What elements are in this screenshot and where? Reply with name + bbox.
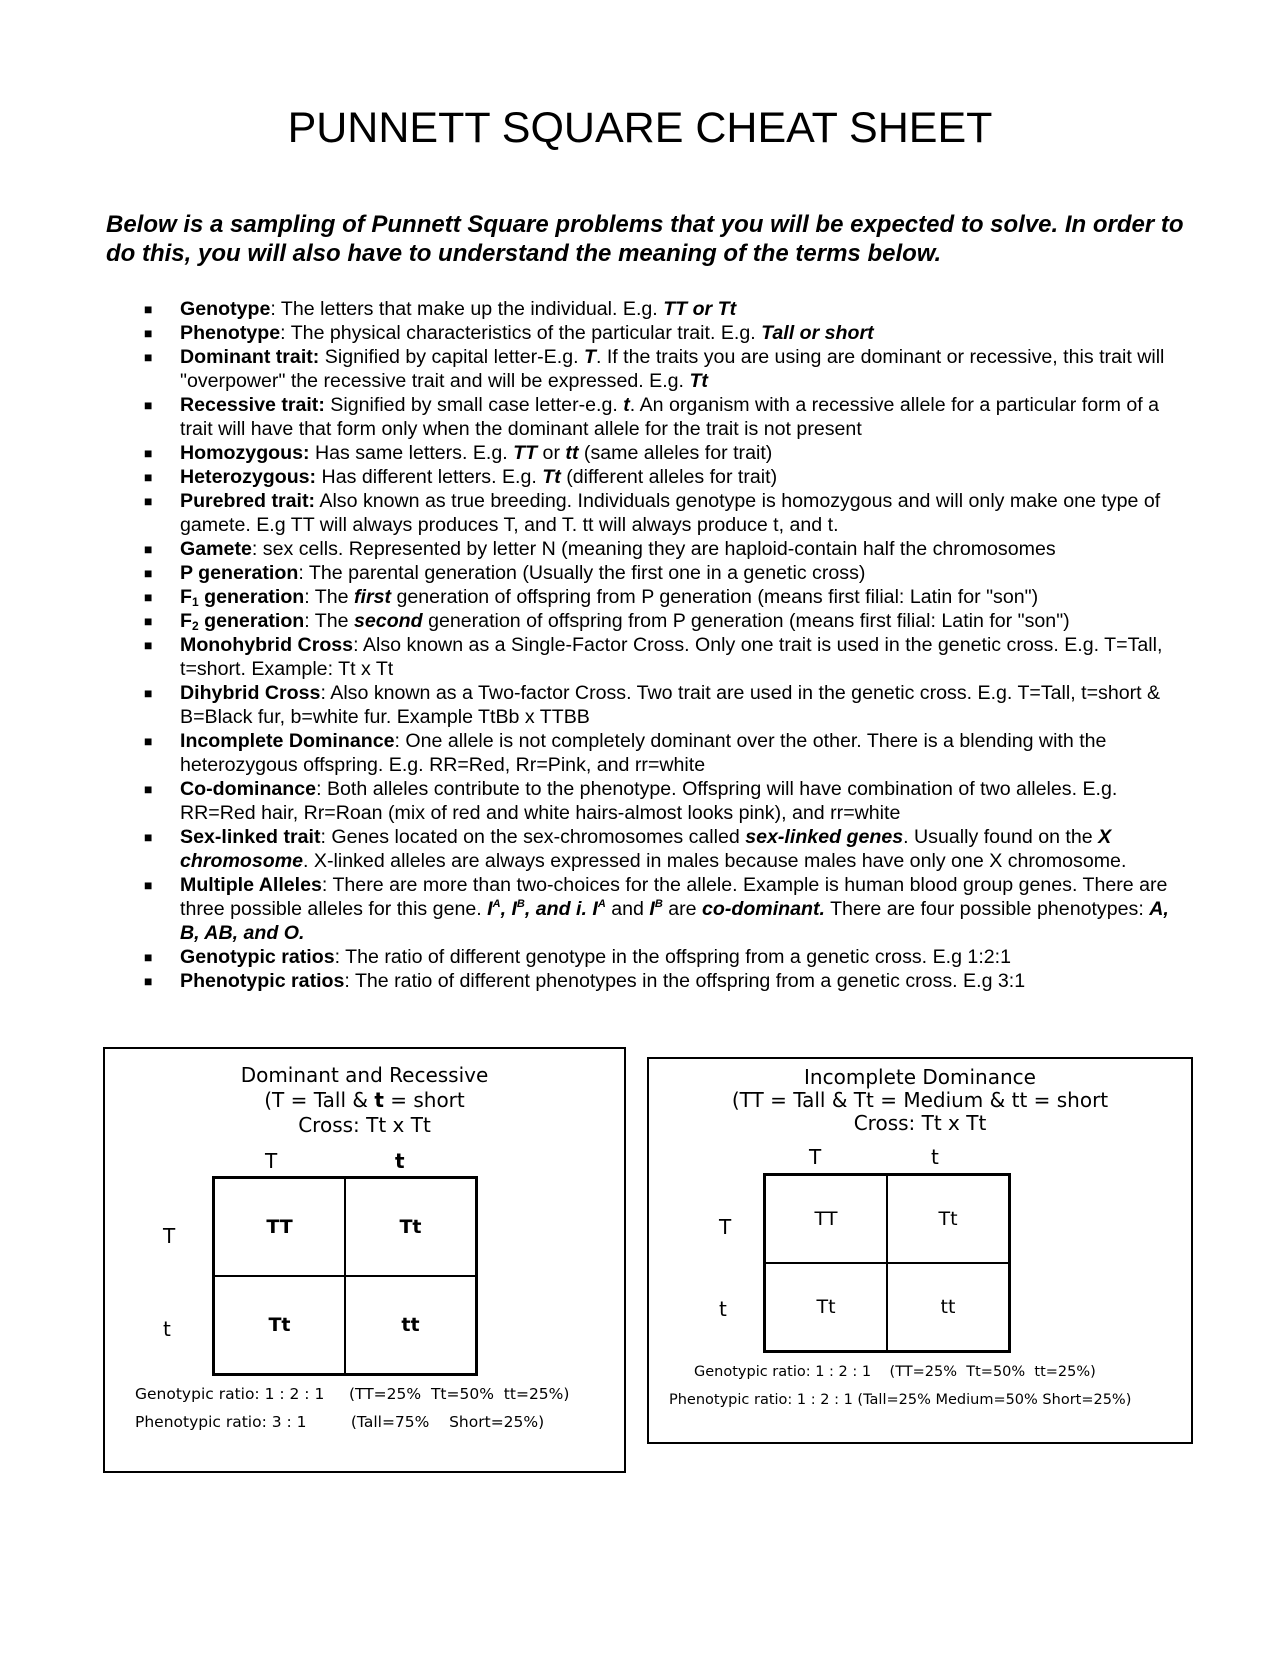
- terms-list: [0, 297, 1280, 993]
- punnett-cell: TT: [765, 1175, 887, 1263]
- term-definition: Also known as true breeding. Individuals genotype is homozygous and will only make one type of gamete. E.g TT will always produces T, and T. tt will always produce t, and t.: [180, 490, 1161, 536]
- term-definition: : One allele is not completely dominant over the other. There is a blending with the heterozygous offspring. E.g. RR=Red, Rr=Pink, and rr=white: [180, 730, 1107, 776]
- allele-superscript: A: [492, 898, 501, 910]
- term-definition: are: [662, 898, 702, 920]
- term-definition: : Also known as a Two-factor Cross. Two trait are used in the genetic cross. E.g. T=Tall, t=short & B=Black fur, b=white fur. Example TtBb x TTBB: [180, 682, 1161, 728]
- dominant-recessive-box: [103, 1047, 626, 1473]
- term-definition: . If the traits you are using are dominant or recessive, this trait will "overpower" the recessive trait and will be expressed. E.g.: [180, 346, 1165, 392]
- box-subtitle-part: = short: [383, 1088, 465, 1112]
- term-example: Tall or short: [761, 322, 874, 344]
- bullet-icon: ■: [144, 877, 153, 893]
- term-label-part: F: [180, 586, 192, 608]
- term-label: Dominant trait:: [180, 346, 320, 368]
- term-example: tt: [565, 442, 579, 464]
- list-item: [0, 609, 1170, 633]
- bullet-icon: ■: [144, 397, 153, 413]
- column-label: T: [265, 1149, 278, 1173]
- list-item: [0, 585, 1170, 609]
- page-title: PUNNETT SQUARE CHEAT SHEET: [287, 104, 993, 152]
- term-label: Purebred trait:: [180, 490, 316, 512]
- term-definition: : Also known as a Single-Factor Cross. Only one trait is used in the genetic cross. E.g. T=Tall, t=short. Example: Tt x Tt: [180, 634, 1163, 680]
- term-label: Genotypic ratios: [180, 946, 335, 968]
- term-definition: (same alleles for trait): [578, 442, 773, 464]
- genotypic-ratio: Genotypic ratio: 1 : 2 : 1 (TT=25% Tt=50% tt=25%): [135, 1385, 570, 1403]
- term-definition: . An organism with a recessive allele for a particular form of a trait will have that form only when the dominant allele for the trait is not present: [180, 394, 1160, 440]
- bullet-icon: ■: [144, 685, 153, 701]
- list-item: [0, 537, 1170, 561]
- term-label: Sex-linked trait: [180, 826, 321, 848]
- term-label: Dihybrid Cross: [180, 682, 321, 704]
- list-item: [0, 561, 1170, 585]
- allele-symbol: I: [649, 898, 655, 920]
- bullet-icon: ■: [144, 493, 153, 509]
- term-label: [180, 586, 304, 608]
- bullet-icon: ■: [144, 349, 153, 365]
- term-subscript: 2: [191, 619, 199, 633]
- term-definition: There are four possible phenotypes:: [824, 898, 1150, 920]
- bullet-icon: ■: [144, 973, 153, 989]
- box-subtitle: [105, 1088, 624, 1113]
- bullet-icon: ■: [144, 637, 153, 653]
- allele-separator: , and i.: [524, 898, 593, 920]
- term-definition: (different alleles for trait): [560, 466, 778, 488]
- term-example: TT: [513, 442, 538, 464]
- term-definition: : Genes located on the sex-chromosomes called: [320, 826, 746, 848]
- term-example: A, B, AB, and O.: [180, 898, 1169, 944]
- column-label: T: [809, 1145, 822, 1169]
- punnett-cell: TT: [214, 1178, 345, 1276]
- list-item: [0, 297, 1170, 321]
- term-definition: : The letters that make up the individual. E.g.: [270, 298, 664, 320]
- term-label: Gamete: [180, 538, 252, 560]
- allele-symbol: I: [511, 898, 517, 920]
- punnett-cell: Tt: [214, 1276, 345, 1374]
- term-definition: . X-linked alleles are always expressed in males because males have only one X chromosome.: [303, 850, 1127, 872]
- term-definition: Signified by capital letter-E.g.: [319, 346, 584, 368]
- term-definition: : sex cells. Represented by letter N (meaning they are haploid-contain half the chromosomes: [251, 538, 1056, 560]
- bullet-icon: ■: [144, 949, 153, 965]
- term-label: Monohybrid Cross: [180, 634, 354, 656]
- punnett-grid: [763, 1173, 1011, 1353]
- term-label: [180, 610, 304, 632]
- term-subscript: 1: [191, 595, 199, 609]
- term-label: Heterozygous:: [180, 466, 317, 488]
- intro-paragraph: Below is a sampling of Punnett Square problems that you will be expected to solve. In order to do this, you will also have to understand the meaning of the terms below.: [106, 211, 1184, 267]
- allele-superscript: B: [654, 898, 663, 910]
- term-label-part: F: [180, 610, 192, 632]
- row-label: t: [719, 1297, 727, 1321]
- term-definition: Has different letters. E.g.: [316, 466, 543, 488]
- list-item: [0, 321, 1170, 345]
- bullet-icon: ■: [144, 541, 153, 557]
- box-cross: Cross: Tt x Tt: [853, 1111, 987, 1135]
- bullet-icon: ■: [144, 589, 153, 605]
- box-title: Dominant and Recessive: [240, 1063, 489, 1087]
- genotypic-ratio: Genotypic ratio: 1 : 2 : 1 (TT=25% Tt=50% tt=25%): [694, 1364, 1096, 1380]
- box-subtitle-part: (T = Tall &: [264, 1088, 375, 1112]
- bullet-icon: ■: [144, 613, 153, 629]
- term-label: Phenotypic ratios: [180, 970, 345, 992]
- term-label: Co-dominance: [180, 778, 317, 800]
- term-definition: : The ratio of different phenotypes in the offspring from a genetic cross. E.g 3:1: [344, 970, 1026, 992]
- list-item: [0, 633, 1170, 681]
- list-item: [0, 489, 1170, 537]
- term-example: T: [583, 346, 596, 368]
- term-example: TT or Tt: [663, 298, 737, 320]
- row-label: T: [719, 1215, 732, 1239]
- term-label: Genotype: [180, 298, 271, 320]
- allele-symbol: I: [487, 898, 493, 920]
- term-label-part: generation: [198, 586, 305, 608]
- term-definition: generation of offspring from P generation (means first filial: Latin for "son"): [391, 586, 1039, 608]
- box-subtitle-part: t: [374, 1088, 384, 1112]
- punnett-cell: tt: [345, 1276, 476, 1374]
- bullet-icon: ■: [144, 325, 153, 341]
- list-item: [0, 729, 1170, 777]
- term-label: Incomplete Dominance: [180, 730, 395, 752]
- term-definition: : The ratio of different genotype in the offspring from a genetic cross. E.g 1:2:1: [334, 946, 1011, 968]
- term-example: Tt: [542, 466, 561, 488]
- column-label: t: [931, 1145, 939, 1169]
- term-label: Recessive trait:: [180, 394, 325, 416]
- phenotypic-ratio: Phenotypic ratio: 1 : 2 : 1 (Tall=25% Medium=50% Short=25%): [669, 1392, 1132, 1408]
- list-item: [0, 393, 1170, 441]
- term-label: Phenotype: [180, 322, 281, 344]
- term-definition: or: [537, 442, 566, 464]
- box-subtitle: (TT = Tall & Tt = Medium & tt = short: [731, 1088, 1109, 1112]
- list-item: [0, 873, 1170, 945]
- term-definition: : Both alleles contribute to the phenotype. Offspring will have combination of two alleles. E.g. RR=Red hair, Rr=Roan (mix of red and white hairs-almost looks pink), and rr=white: [180, 778, 1118, 824]
- bullet-icon: ■: [144, 565, 153, 581]
- punnett-grid: [212, 1176, 478, 1376]
- bullet-icon: ■: [144, 781, 153, 797]
- term-definition: : The: [304, 586, 355, 608]
- list-item: [0, 345, 1170, 393]
- list-item: [0, 465, 1170, 489]
- term-label: P generation: [180, 562, 299, 584]
- bullet-icon: ■: [144, 469, 153, 485]
- term-example: sex-linked genes: [745, 826, 904, 848]
- term-definition: : The physical characteristics of the particular trait. E.g.: [280, 322, 762, 344]
- punnett-cell: Tt: [887, 1175, 1009, 1263]
- row-label: t: [163, 1317, 171, 1341]
- term-example: co-dominant.: [701, 898, 825, 920]
- allele-superscript: A: [597, 898, 606, 910]
- term-definition: generation of offspring from P generation (means first filial: Latin for "son"): [422, 610, 1070, 632]
- term-definition: Has same letters. E.g.: [309, 442, 514, 464]
- list-item: [0, 441, 1170, 465]
- punnett-cell: Tt: [765, 1263, 887, 1351]
- term-label: Homozygous:: [180, 442, 310, 464]
- term-definition: : There are more than two-choices for the allele. Example is human blood group genes. There are three possible alleles for this gene.: [180, 874, 1168, 920]
- bullet-icon: ■: [144, 829, 153, 845]
- term-definition: . Usually found on the: [903, 826, 1099, 848]
- allele-superscript: B: [516, 898, 525, 910]
- term-definition: Signified by small case letter-e.g.: [324, 394, 624, 416]
- bullet-icon: ■: [144, 301, 153, 317]
- punnett-cell: Tt: [345, 1178, 476, 1276]
- box-cross: Cross: Tt x Tt: [298, 1113, 431, 1137]
- term-definition: : The: [304, 610, 355, 632]
- term-example: second: [354, 610, 423, 632]
- term-example: Tt: [689, 370, 708, 392]
- allele-symbol: I: [592, 898, 598, 920]
- term-definition: and: [605, 898, 650, 920]
- allele-separator: ,: [500, 898, 512, 920]
- list-item: [0, 945, 1170, 969]
- term-label-part: generation: [198, 610, 305, 632]
- term-label: Multiple Alleles: [180, 874, 322, 896]
- term-example: X chromosome: [180, 826, 1112, 872]
- term-example: t: [623, 394, 630, 416]
- column-label: t: [395, 1149, 405, 1173]
- term-example: first: [354, 586, 392, 608]
- list-item: [0, 777, 1170, 825]
- box-title: Incomplete Dominance: [804, 1065, 1036, 1089]
- list-item: [0, 969, 1170, 993]
- bullet-icon: ■: [144, 445, 153, 461]
- row-label: T: [163, 1224, 176, 1248]
- incomplete-dominance-box: [647, 1057, 1193, 1444]
- bullet-icon: ■: [144, 733, 153, 749]
- list-item: [0, 825, 1170, 873]
- term-definition: : The parental generation (Usually the first one in a genetic cross): [298, 562, 866, 584]
- phenotypic-ratio: Phenotypic ratio: 3 : 1 (Tall=75% Short=25%): [135, 1413, 545, 1431]
- punnett-cell: tt: [887, 1263, 1009, 1351]
- list-item: [0, 681, 1170, 729]
